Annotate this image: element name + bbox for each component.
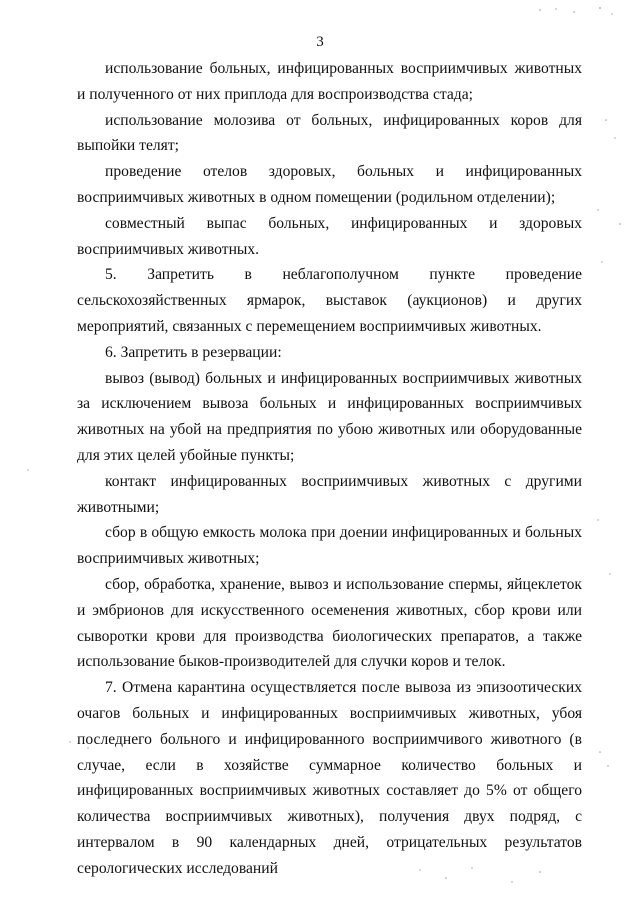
page-number: 3 (316, 34, 324, 50)
paragraph-1: использование больных, инфицированных восприимчивых животных и полученного от них приплода для воспроизводства стада; (77, 60, 582, 103)
paragraph-8: контакт инфицированных восприимчивых животных с другими животными; (77, 472, 582, 516)
paragraph-2: использование молозива от больных, инфицированных коров для выпойки телят; (77, 111, 582, 155)
paragraph-4: совместный выпас больных, инфицированных и здоровых восприимчивых животных. (77, 214, 582, 258)
paragraph-9: сбор в общую емкость молока при доении инфицированных и больных восприимчивых животных; (77, 524, 582, 568)
document-body (77, 56, 582, 882)
paragraph-6: 6. Запретить в резервации: (105, 343, 282, 361)
paragraph-7: вывоз (вывод) больных и инфицированных восприимчивых животных за исключением вывоза больных и инфицированных восприимчивых животных на убой на предприятия по убою животных или оборудованные для этих целей убойные пункты; (77, 369, 582, 464)
paragraph-5: 5. Запретить в неблагополучном пункте проведение сельскохозяйственных ярмарок, выставок (аукционов) и других мероприятий, связанных с перемещением восприимчивых животных. (77, 266, 582, 335)
paragraph-10: сбор, обработка, хранение, вывоз и использование спермы, яйцеклеток и эмбрионов для искусственного осеменения животных, сбор крови или сыворотки крови для производства биологических препаратов, а также использование быков-производителей для случки коров и телок. (77, 575, 582, 671)
paragraph-11: 7. Отмена карантина осуществляется после вывоза из эпизоотических очагов больных и инфицированных восприимчивых животных, убоя последнего больного и инфицированного восприимчивого животного (в случае, если в хозяйстве суммарное количество больных и инфицированных восприимчивых животных составляет до 5% от общего количества восприимчивых животных), получения двух подряд, с интервалом в 90 календарных дней, отрицательных результатов серологических исследований (77, 679, 582, 877)
paragraph-3: проведение отелов здоровых, больных и инфицированных восприимчивых животных в одном помещении (родильном отделении); (77, 163, 582, 206)
